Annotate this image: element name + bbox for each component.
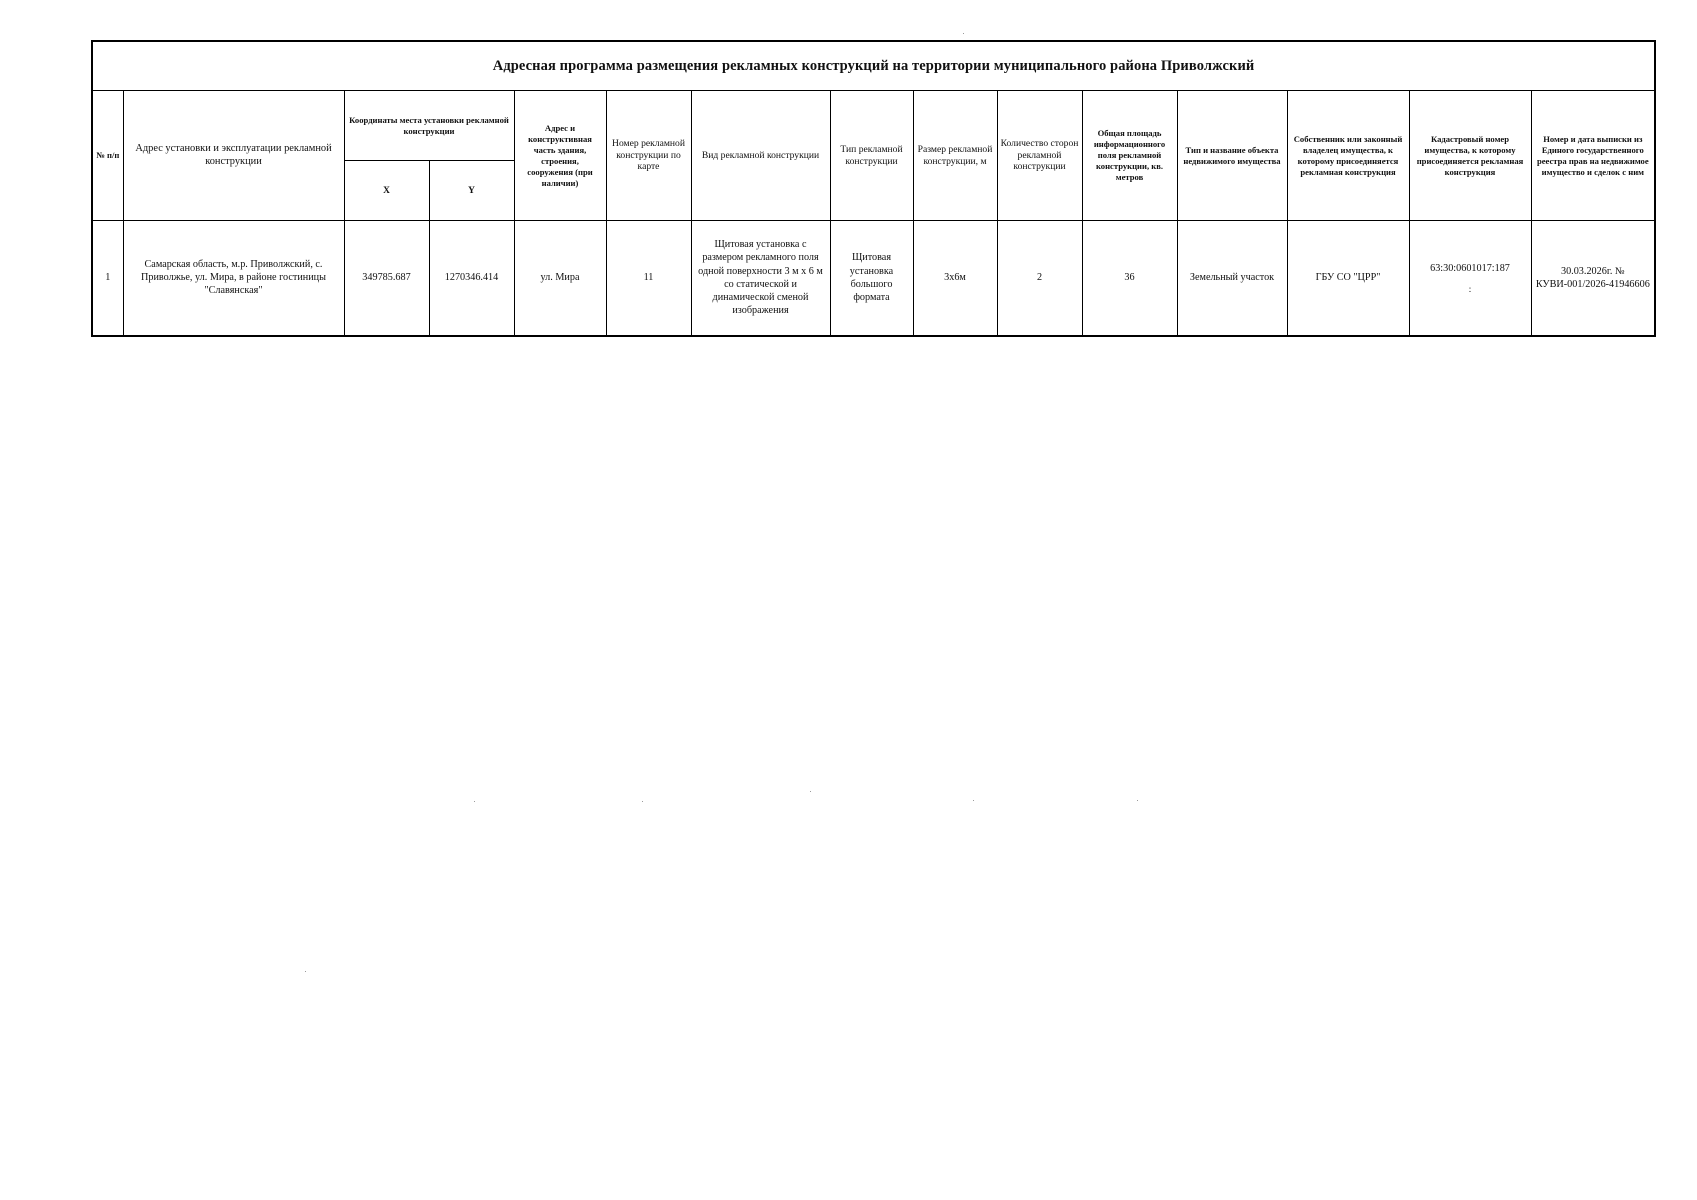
cell-info-area: 36: [1082, 221, 1177, 336]
cell-map-number: 11: [606, 221, 691, 336]
table-row: [92, 221, 1655, 336]
header-registry-extract: Номер и дата выписки из Единого государственного реестра прав на недвижимое имущество и сделок с ним: [1531, 91, 1655, 221]
cell-structure-size: 3х6м: [913, 221, 997, 336]
cell-structure-type: Щитовая установка большого формата: [830, 221, 913, 336]
header-row: [92, 91, 1655, 161]
document-title: Адресная программа размещения рекламных конструкций на территории муниципального района Приволжский: [92, 41, 1655, 91]
header-num: № п/п: [92, 91, 123, 221]
scan-speck: [642, 801, 643, 802]
cell-structure-kind: Щитовая установка с размером рекламного поля одной поверхности 3 м х 6 м со статической и динамической сменой изображения: [691, 221, 830, 336]
scan-speck: [474, 801, 475, 802]
header-coordinates: Координаты места установки рекламной конструкции: [344, 91, 514, 161]
cell-registry-extract: 30.03.2026г. № КУВИ-001/2026-41946606: [1531, 221, 1655, 336]
header-x: X: [344, 161, 429, 221]
scan-speck: [810, 791, 811, 792]
header-cadastral-number: Кадастровый номер имущества, к которому присоединяется рекламная конструкция: [1409, 91, 1531, 221]
cell-sides-count: 2: [997, 221, 1082, 336]
cell-property-type: Земельный участок: [1177, 221, 1287, 336]
header-structure-kind: Вид рекламной конструкции: [691, 91, 830, 221]
scan-speck: [1137, 800, 1138, 801]
header-y: Y: [429, 161, 514, 221]
header-owner: Собственник или законный владелец имущества, к которому присоединяется рекламная конструкция: [1287, 91, 1409, 221]
header-building-part: Адрес и конструктивная часть здания, строения, сооружения (при наличии): [514, 91, 606, 221]
cadastral-scan-mark: :: [1468, 283, 1472, 294]
header-sides-count: Количество сторон рекламной конструкции: [997, 91, 1082, 221]
cell-y: 1270346.414: [429, 221, 514, 336]
header-structure-type: Тип рекламной конструкции: [830, 91, 913, 221]
cell-address: Самарская область, м.р. Приволжский, с. Приволжье, ул. Мира, в районе гостиницы "Славянская": [123, 221, 344, 336]
advertising-structures-table: [91, 40, 1656, 337]
cell-owner: ГБУ СО "ЦРР": [1287, 221, 1409, 336]
header-address: Адрес установки и эксплуатации рекламной конструкции: [123, 91, 344, 221]
cadastral-number-text: 63:30:0601017:187: [1430, 262, 1510, 274]
address-program-sheet: [91, 40, 1650, 337]
cell-building-part: ул. Мира: [514, 221, 606, 336]
header-info-area: Общая площадь информационного поля рекламной конструкции, кв. метров: [1082, 91, 1177, 221]
cell-cadastral-number: [1409, 221, 1531, 336]
cell-num: 1: [92, 221, 123, 336]
cell-x: 349785.687: [344, 221, 429, 336]
header-map-number: Номер рекламной конструкции по карте: [606, 91, 691, 221]
scan-speck: [963, 33, 964, 34]
header-structure-size: Размер рекламной конструкции, м: [913, 91, 997, 221]
scan-speck: [305, 971, 306, 972]
header-property-type: Тип и название объекта недвижимого имущества: [1177, 91, 1287, 221]
title-row: [92, 41, 1655, 91]
scan-speck: [973, 800, 974, 801]
